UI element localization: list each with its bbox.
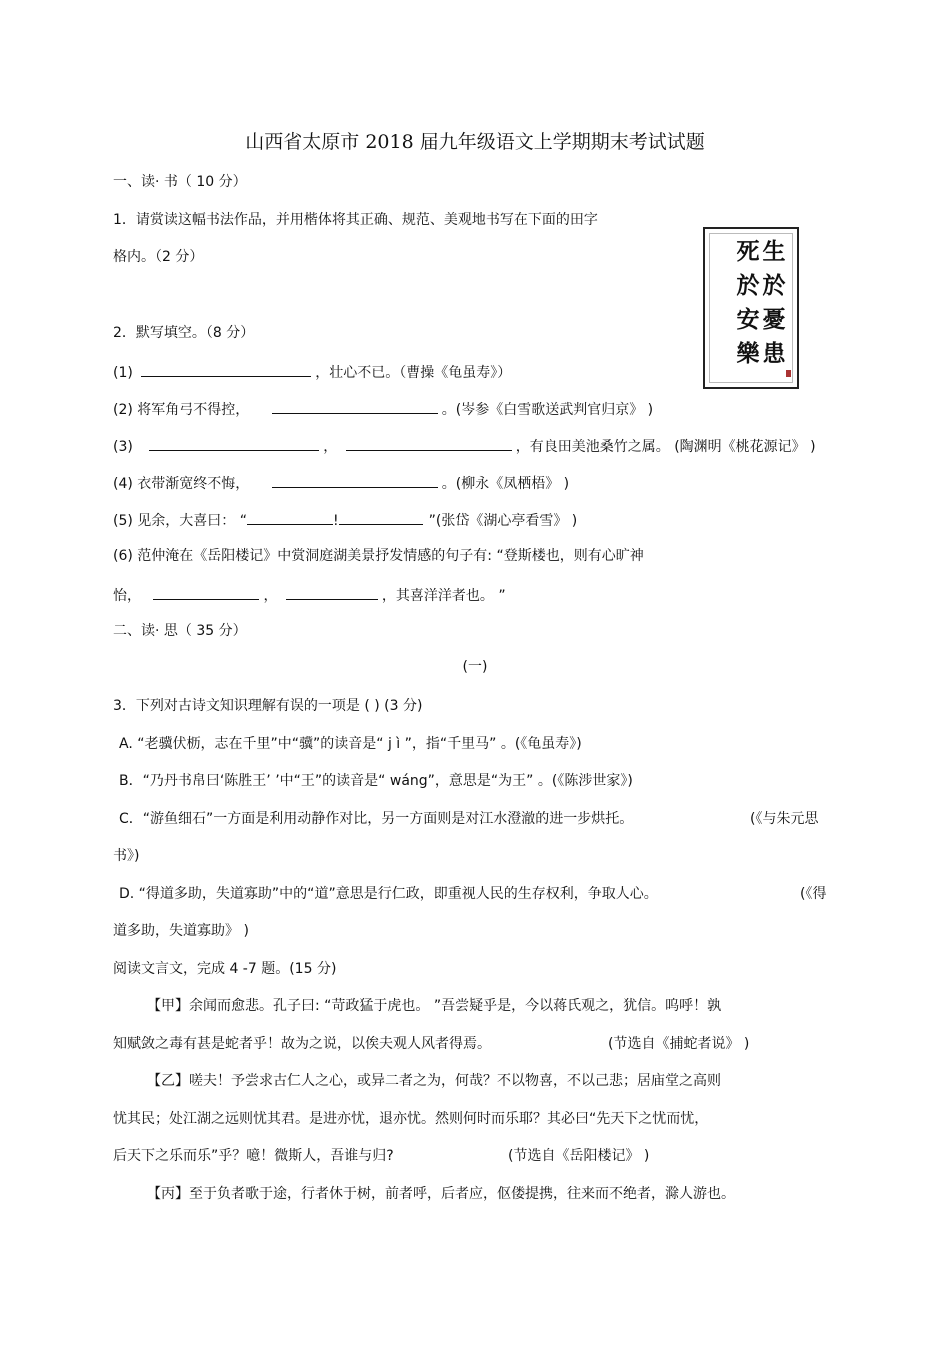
reading-intro: 阅读文言文，完成 4 -7 题。(15 分) [113,961,337,977]
passage-jia-line-2: 知赋敛之毒有甚是蛇者乎！故为之说，以俟夫观人风者得焉。 [113,1036,491,1052]
question-1-line-2: 格内。（2 分） [113,249,204,265]
question-2-heading: 2．默写填空。（8 分） [113,325,255,341]
passage-jia-source: (节选自《捕蛇者说》 ) [608,1036,750,1052]
item-text: ”(张岱《湖心亭看雪》 ) [428,513,578,529]
passage-yi-line-2: 忧其民；处江湖之远则忧其君。是进亦忧，退亦忧。然则何时而乐耶？其必曰“先天下之忧而忧， [113,1111,709,1127]
calligraphy-image [703,227,799,389]
section-heading-reading: 一、读· 书（ 10 分） [113,174,247,190]
option-c: C．“游鱼细石”一方面是利用动静作对比，另一方面则是对江水澄澈的进一步烘托。 [119,811,634,827]
item-text: 将军角弓不得控， [137,402,250,418]
calligraphy-column-right: 生於憂患 [762,238,786,367]
fill-item-2 [113,398,653,420]
calligraphy-column-middle: 死於安樂 [736,238,760,367]
option-d-continued: 道多助，失道寡助》 ) [113,923,249,939]
item-text: ，其喜洋洋者也。 ” [381,588,506,604]
question-3-heading: 3．下列对古诗文知识理解有误的一项是 ( ) (3 分) [113,698,423,714]
item-text: ，有良田美池桑竹之属。 (陶渊明《桃花源记》 ) [515,439,816,455]
fill-item-3 [113,435,816,457]
item-text: 。(岑参《白雪歌送武判官归京》 ) [441,402,654,418]
answer-blank[interactable] [272,398,438,414]
option-d: D. “得道多助，失道寡助”中的“道”意思是行仁政，即重视人民的生存权利，争取人心。 [119,886,658,902]
calligraphy-seal [786,370,791,377]
answer-blank[interactable] [141,361,311,377]
answer-blank[interactable] [153,584,259,600]
answer-blank[interactable] [339,509,423,525]
question-1-line-1: 1．请赏读这幅书法作品，并用楷体将其正确、规范、美观地书写在下面的田字 [113,212,598,228]
answer-blank[interactable] [149,435,319,451]
fill-item-4 [113,472,569,494]
fill-item-6-continued [113,584,506,606]
item-text: 衣带渐宽终不悔， [137,476,250,492]
option-a: A. “老骥伏枥，志在千里”中“骥”的读音是“ j ì ”，指“千里马” 。(《龟虽寿》) [119,736,582,752]
option-d-source: (《得 [800,886,827,902]
answer-blank[interactable] [272,472,438,488]
option-c-source: (《与朱元思 [750,811,819,827]
item-text: 。(柳永《凤栖梧》 ) [441,476,570,492]
passage-bing-line-1: 【丙】至于负者歌于途，行者休于树，前者呼，后者应，伛偻提携，往来而不绝者，滁人游也。 [147,1186,735,1202]
item-number: (5) [113,513,133,529]
passage-yi-source: (节选自《岳阳楼记》 ) [508,1148,650,1164]
item-text: 见余，大喜曰： “ [137,513,247,529]
item-number: (6) [113,548,133,564]
item-number: (4) [113,476,133,492]
item-text: ! [333,513,339,529]
fill-item-6 [113,546,644,566]
page-title: 山西省太原市 2018 届九年级语文上学期期末考试试题 [245,131,705,153]
item-number: (1) [113,365,133,381]
option-b: B．“乃丹书帛曰‘陈胜王’ ’中“王”的读音是“ wáng”，意思是“为王” 。(《陈涉世家》) [119,773,633,789]
section-heading-thinking: 二、读· 思（ 35 分） [113,623,247,639]
item-text: ， [323,439,338,455]
item-number: (3) [113,439,133,455]
part-heading: (一) [462,659,488,675]
fill-item-5 [113,509,577,531]
item-text: 范仲淹在《岳阳楼记》中赏洞庭湖美景抒发情感的句子有: “登斯楼也，则有心旷神 [137,548,644,564]
answer-blank[interactable] [286,584,378,600]
option-c-continued: 书》) [113,848,140,864]
item-text: ， [263,588,278,604]
item-text: ，壮心不已。（曹操《龟虽寿》） [315,365,512,381]
item-number: (2) [113,402,133,418]
passage-jia-line-1: 【甲】余闻而愈悲。孔子曰: “苛政猛于虎也。 ”吾尝疑乎是，今以蒋氏观之，犹信。呜呼！孰 [147,998,722,1014]
fill-item-1 [113,361,511,383]
answer-blank[interactable] [346,435,512,451]
passage-yi-line-1: 【乙】嗟夫！予尝求古仁人之心，或异二者之为，何哉？不以物喜，不以己悲；居庙堂之高则 [147,1073,721,1089]
passage-yi-line-3: 后天下之乐而乐”乎？噫！微斯人，吾谁与归? [113,1148,394,1164]
item-text: 怡， [113,588,141,604]
answer-blank[interactable] [247,509,333,525]
